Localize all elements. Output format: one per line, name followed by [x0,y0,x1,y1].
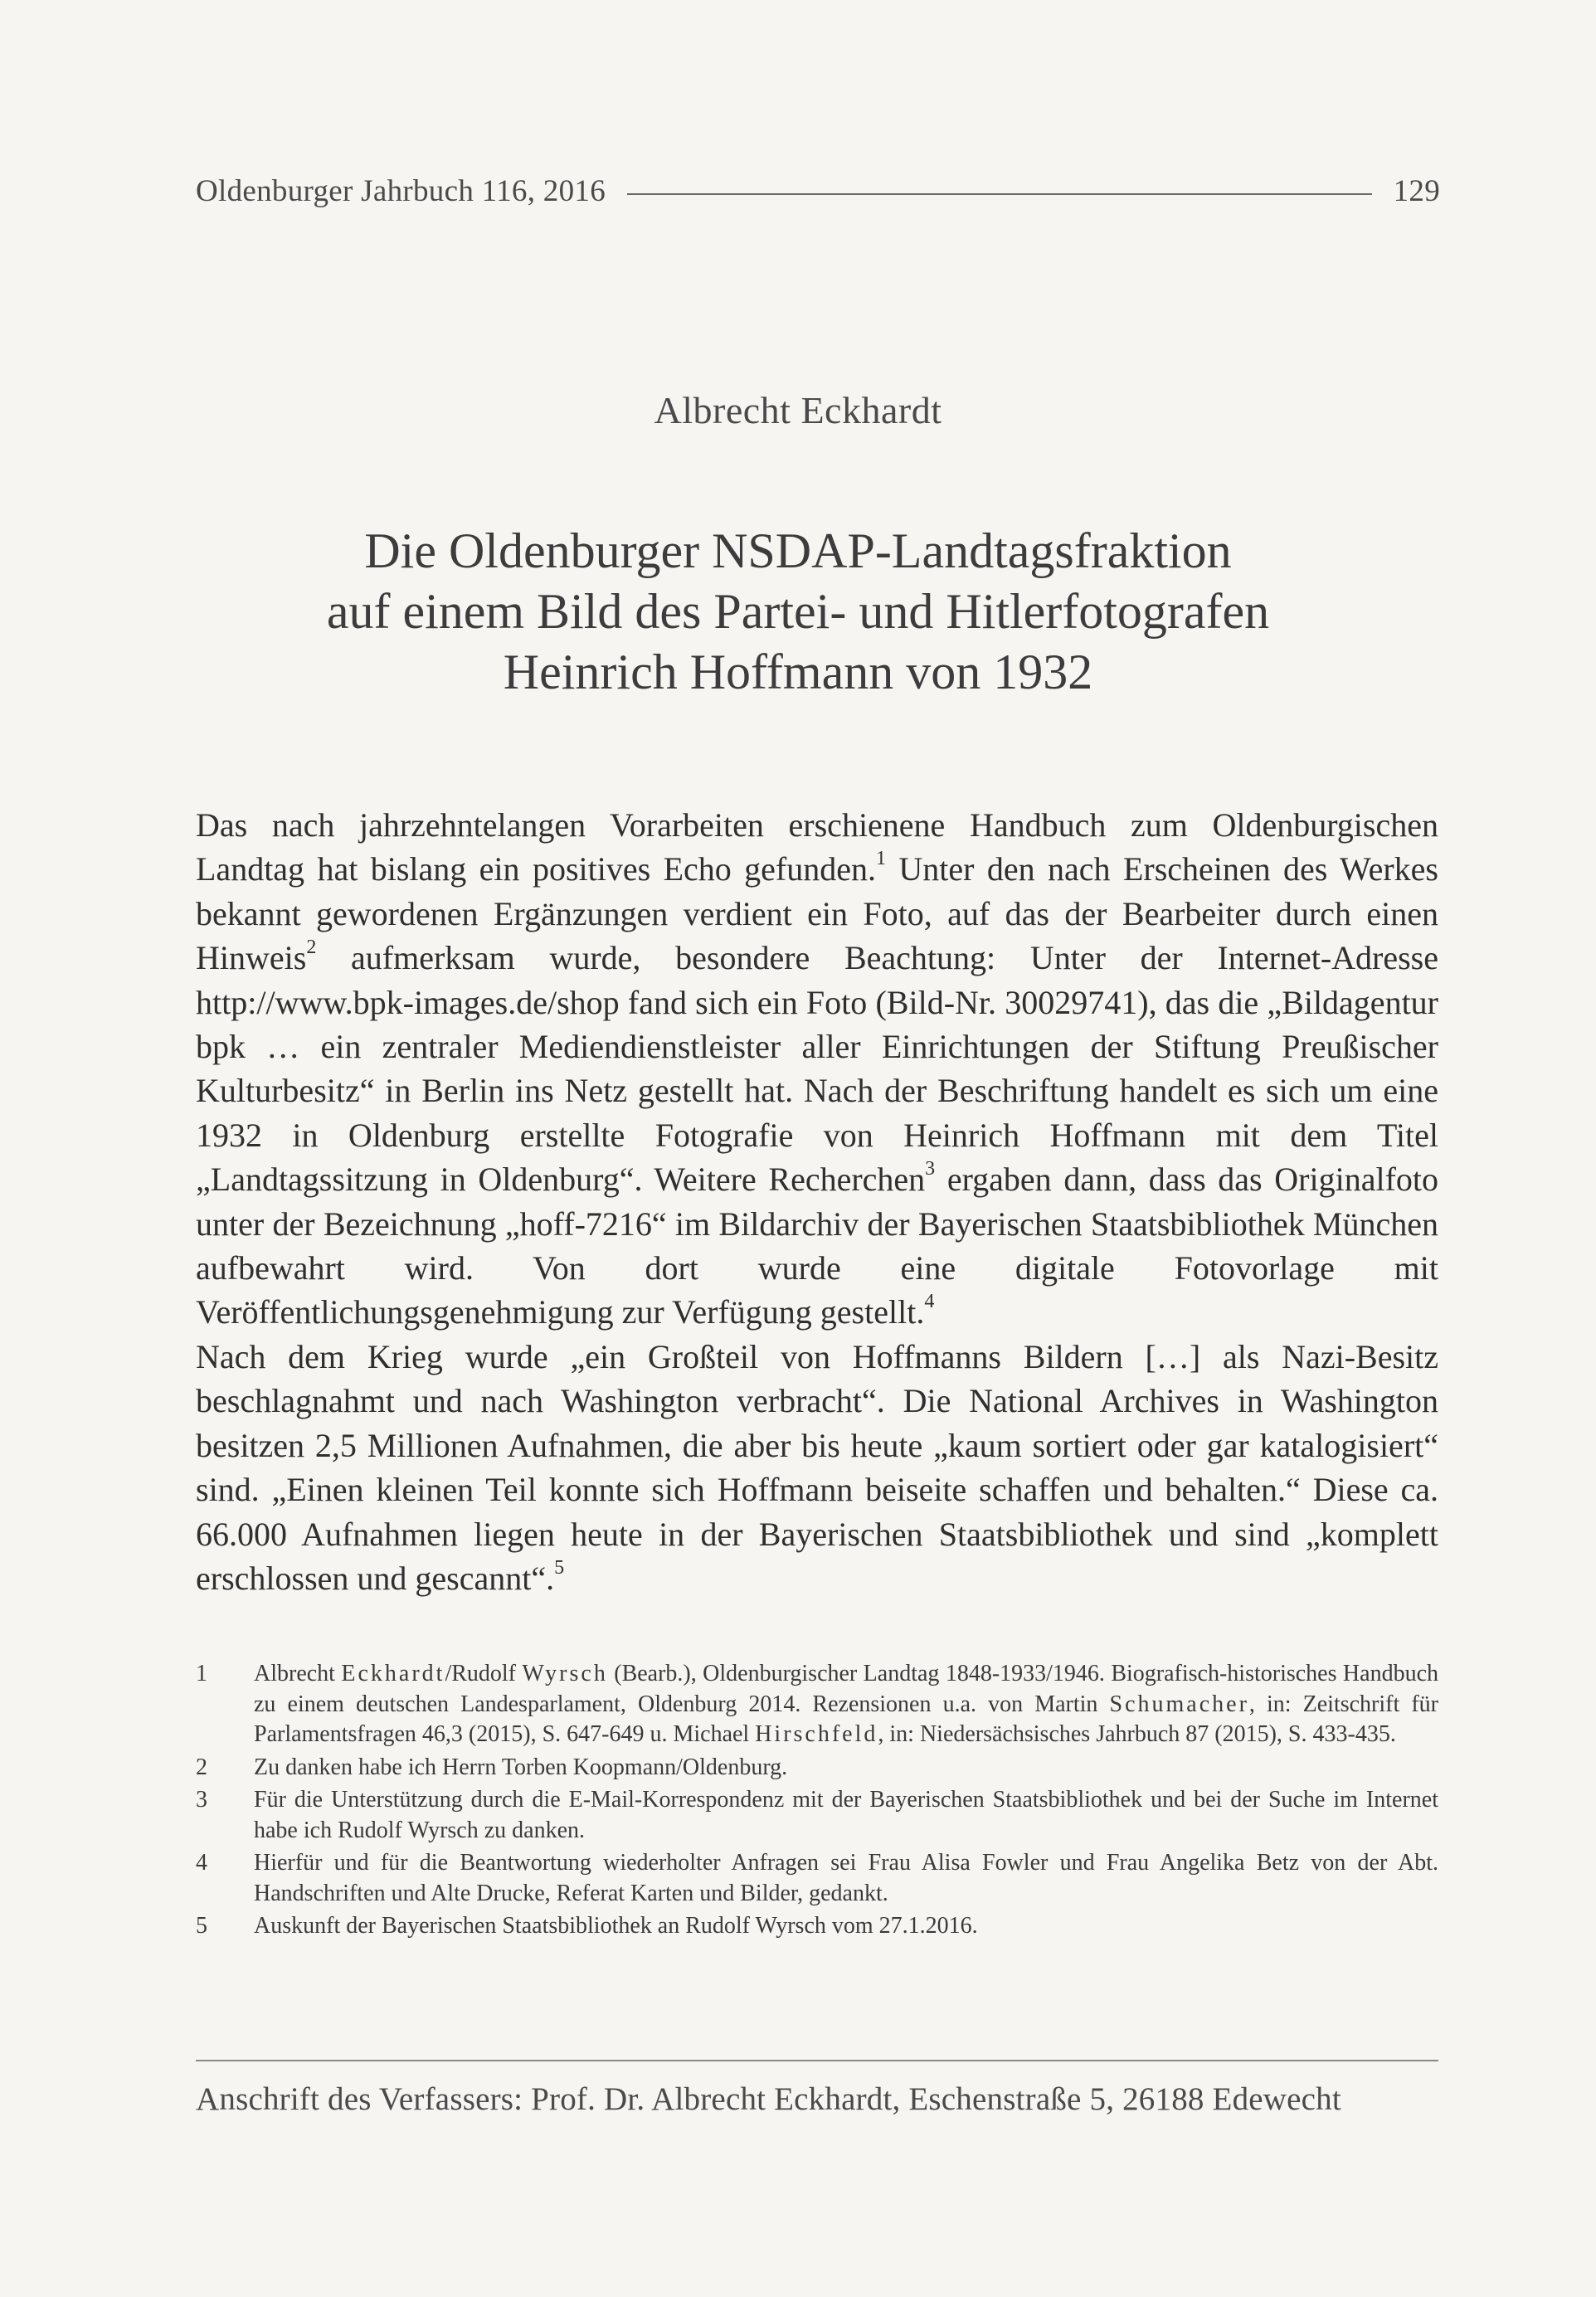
title-line-1: Die Oldenburger NSDAP-Landtagsfraktion [364,523,1232,578]
article-author: Albrecht Eckhardt [654,389,942,431]
footnote-ref-4[interactable]: 4 [924,1291,935,1313]
body-paragraph-2: Nach dem Krieg wurde „ein Großteil von Hoffmanns Bildern […] als Nazi-Besitz beschlagnahmt und nach Washington verbracht“. Die National Archives in Washington besitzen 2,5 Millionen Aufnahmen, die aber bis heute „kaum sortiert oder gar katalogisiert“ sind. „Einen kleinen Teil konnte sich Hoffmann beiseite schaffen und behalten.“ Diese ca. 66.000 Aufnahmen liegen heute in der Bayerischen Staatsbibliothek und sind „komplett erschlossen und gescannt“.$^5$ [196,1337,1438,1597]
footnote-number: 4 [196,1850,207,1876]
title-line-2: auf einem Bild des Partei- und Hitlerfotografen [326,584,1270,639]
body-paragraph-1: Das nach jahrzehntelangen Vorarbeiten erschienene Handbuch zum Oldenburgischen Landtag hat bislang ein positives Echo gefunden.$^1$ Unter den nach Erscheinen des Werkes bekannt gewordenen Ergänzungen verdient ein Foto, auf das der Bearbeiter durch einen Hinweis$^2$ aufmerksam wurde, besondere Beachtung: Unter der Internet-Adresse http://www.bpk-images.de/shop fand sich ein Foto (Bild-Nr. 30029741), das die „Bildagentur bpk … ein zentraler Mediendienstleister aller Einrichtungen der Stiftung Preußischer Kulturbesitz“ in Berlin ins Netz gestellt hat. Nach der Beschriftung handelt es sich um eine 1932 in Oldenburg erstellte Fotografie von Heinrich Hoffmann mit dem Titel „Landtagssitzung in Oldenburg“. Weitere Recherchen$^3$ ergaben dann, dass das Originalfoto unter der Bezeichnung „hoff-7216“ im Bildarchiv der Bayerischen Staatsbibliothek München aufbewahrt wird. Von dort wurde eine digitale Fotovorlage mit Veröffentlichungsgenehmigung zur Verfügung gestellt.$^4$ [196,806,1438,1331]
journal-title: Oldenburger Jahrbuch 116, 2016 [196,173,606,208]
footnote-number: 2 [196,1754,207,1780]
footnote-number: 5 [196,1913,207,1939]
footnote-5 [196,1911,1438,1942]
footnote-3 [196,1785,1438,1846]
author-address: Anschrift des Verfassers: Prof. Dr. Albrecht Eckhardt, Eschenstraße 5, 26188 Edewecht [196,2081,1341,2117]
footnote-text: Albrecht Eckhardt/Rudolf Wyrsch (Bearb.), Oldenburgischer Landtag 1848-1933/1946. Biografisch-historisches Handbuch zu einem deutschen Landesparlament, Oldenburg 2014. Rezensionen u.a. von Martin Schumacher, in: Zeitschrift für Parlamentsfragen 46,3 (2015), S. 647-649 u. Michael Hirschfeld, in: Niedersächsisches Jahrbuch 87 (2015), S. 433-435. [254,1661,1439,1747]
footnote-2 [196,1753,1438,1784]
article-body [196,803,1438,1600]
footnote-text: Hierfür und für die Beantwortung wiederholter Anfragen sei Frau Alisa Fowler und Frau Angelika Betz von der Abt. Handschriften und Alte Drucke, Referat Karten und Bilder, gedankt. [254,1850,1438,1906]
footnote-ref-2[interactable]: 2 [306,937,317,959]
article-title [249,521,1347,703]
footnote-ref-3[interactable]: 3 [925,1158,936,1180]
footnote-number: 1 [196,1661,207,1686]
footnote-1 [196,1659,1438,1750]
footnote-text: Auskunft der Bayerischen Staatsbibliothek an Rudolf Wyrsch vom 27.1.2016. [254,1913,978,1939]
footnote-text: Für die Unterstützung durch die E-Mail-Korrespondenz mit der Bayerischen Staatsbibliothek und bei der Suche im Internet habe ich Rudolf Wyrsch zu danken. [254,1787,1438,1843]
running-head [196,171,1440,211]
title-line-3: Heinrich Hoffmann von 1932 [503,645,1093,699]
footnotes [196,1659,1438,1944]
address-divider [196,2060,1438,2061]
footnote-text: Zu danken habe ich Herrn Torben Koopmann/Oldenburg. [254,1754,788,1780]
footnote-4 [196,1848,1438,1909]
footnote-ref-1[interactable]: 1 [876,848,886,870]
footnote-ref-5[interactable]: 5 [554,1556,565,1579]
header-rule [627,193,1372,195]
page-number: 129 [1393,173,1440,208]
footnote-number: 3 [196,1787,207,1813]
